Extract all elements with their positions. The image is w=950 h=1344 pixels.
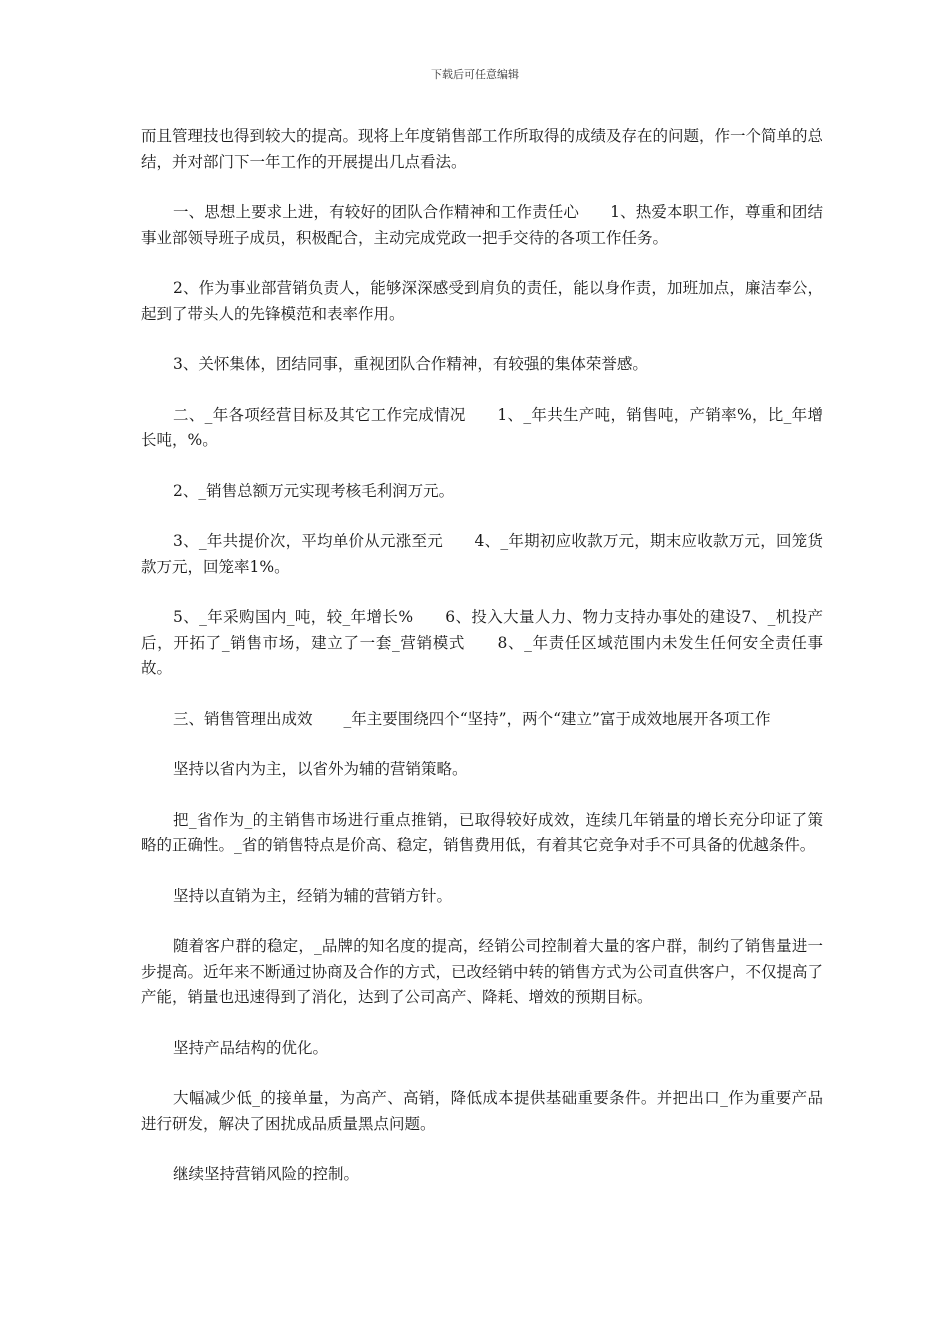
- document-body: [141, 124, 823, 1213]
- paragraph: 3、_年共提价次，平均单价从元涨至元 4、_年期初应收款万元，期末应收款万元，回笼货款万元，回笼率1%。: [141, 532, 823, 576]
- paragraph-intro: 而且管理技也得到较大的提高。现将上年度销售部工作所取得的成绩及存在的问题，作一个简单的总结，并对部门下一年工作的开展提出几点看法。: [141, 127, 824, 171]
- paragraph: 坚持产品结构的优化。: [173, 1038, 329, 1057]
- paragraph-section-2: 二、_年各项经营目标及其它工作完成情况 1、_年共生产吨，销售吨，产销率%，比_年增长吨，%。: [141, 405, 823, 449]
- paragraph: 随着客户群的稳定，_品牌的知名度的提高，经销公司控制着大量的客户群，制约了销售量进一步提高。近年来不断通过协商及合作的方式，已改经销中转的销售方式为公司直供客户，不仅提高了产能，销量也迅速得到了消化，达到了公司高产、降耗、增效的预期目标。: [141, 937, 824, 1006]
- paragraph: 继续坚持营销风险的控制。: [173, 1165, 360, 1183]
- paragraph: 2、_销售总额万元实现考核毛利润万元。: [173, 481, 455, 500]
- paragraph-section-1: 一、思想上要求上进，有较好的团队合作精神和工作责任心 1、热爱本职工作，尊重和团结事业部领导班子成员，积极配合，主动完成党政一把手交待的各项工作任务。: [141, 203, 823, 247]
- paragraph: 坚持以省内为主，以省外为辅的营销策略。: [173, 760, 468, 778]
- paragraph: 3、关怀集体，团结同事，重视团队合作精神，有较强的集体荣誉感。: [173, 355, 648, 373]
- paragraph: 把_省作为_的主销售市场进行重点推销，已取得较好成效，连续几年销量的增长充分印证了策略的正确性。_省的销售特点是价高、稳定，销售费用低，有着其它竞争对手不可具备的优越条件。: [141, 810, 823, 854]
- paragraph: 2、作为事业部营销负责人，能够深深感受到肩负的责任，能以身作责，加班加点，廉洁奉公，起到了带头人的先锋模范和表率作用。: [141, 279, 823, 323]
- paragraph: 大幅减少低_的接单量，为高产、高销，降低成本提供基础重要条件。并把出口_作为重要产品进行研发，解决了困扰成品质量黑点问题。: [141, 1089, 823, 1133]
- paragraph: 5、_年采购国内_吨，较_年增长% 6、投入大量人力、物力支持办事处的建设7、_机投产后，开拓了_销售市场，建立了一套_营销模式 8、_年责任区域范围内未发生任何安全责任事故。: [141, 608, 823, 677]
- page-header: 下载后可任意编辑: [431, 68, 519, 81]
- paragraph-section-3: 三、销售管理出成效 _年主要围绕四个“坚持”，两个“建立”富于成效地展开各项工作: [173, 709, 771, 728]
- paragraph: 坚持以直销为主，经销为辅的营销方针。: [173, 886, 453, 905]
